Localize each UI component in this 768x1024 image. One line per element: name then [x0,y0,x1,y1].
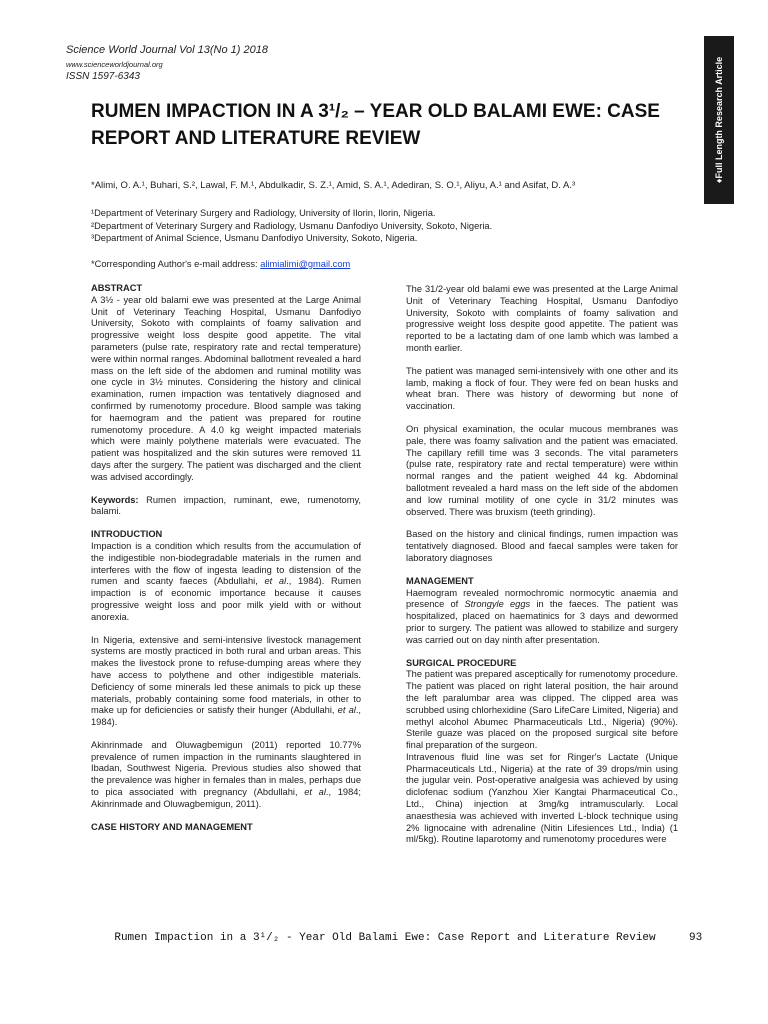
case-paragraph-2: The patient was managed semi-intensively with one other and its lamb, making a flock of four. They were fed on bean husks and wheat bran. There was history of deworming but none of vaccination. [406,365,678,412]
keywords [91,495,361,519]
affiliation-1: ¹Department of Veterinary Surgery and Radiology, University of Ilorin, Ilorin, Nigeria. [91,208,436,218]
case-paragraph-4: Based on the history and clinical findings, rumen impaction was tentatively diagnosed. Blood and faecal samples were taken for laboratory diagnoses [406,529,678,563]
article-type-tab [704,36,734,204]
left-column [91,283,361,833]
corresponding-author [91,259,350,269]
case-paragraph-1: The 31/2-year old balami ewe was presented at the Large Animal Unit of Veterinary Teaching Hospital, Usmanu Danfodiyo University, Sokoto with complaints of foamy salivation and progressive weight loss despite good appetite. The patient was reported to be a lactating dam of one lamb which was lambed a month earlier. [406,284,678,353]
journal-name: Science World Journal Vol 13(No 1) 2018 [66,44,268,56]
keywords-label: Keywords: [91,494,139,505]
paper-title-line-1: RUMEN IMPACTION IN A 3¹/₂ – YEAR OLD BALAMI EWE: CASE [91,101,660,122]
introduction-heading: INTRODUCTION [91,529,163,540]
corresponding-email-link[interactable]: alimialimi@gmail.com [260,259,351,269]
affiliation-2: ²Department of Veterinary Surgery and Radiology, Usmanu Danfodiyo University, Sokoto, Nigeria. [91,220,493,231]
intro-paragraph-2: In Nigeria, extensive and semi-intensive livestock management systems are mostly practiced in both rural and urban areas. This makes the livestock prone to refuse-dumping areas where they have access to polythene and other indigestible materials. Deficiency of some minerals led these animals to pick up these materials, probably containing some food materials, in other to make up for deficiencies or satisfy their hunger (Abdullahi, et al., 1984). [91,634,361,728]
case-paragraph-3: On physical examination, the ocular mucous membranes was pale, there was foamy salivation and the patient was emaciated. The capillary refill time was 3 seconds. The vital parameters (pulse rate, respiratory rate and rectal temperature) were within normal ranges and the patient weighed 44 kg. Abdominal ballotment revealed a hard mass on the left side of the abdomen and low ruminal motility of one cycle in 31/2 minutes was observed. There was bruxism (teeth grinding). [406,423,678,517]
intro-paragraph-3: Akinrinmade and Oluwagbemigun (2011) reported 10.77% prevalence of rumen impaction in the ruminants slaughtered in Ibadan, Southwest Nigeria. Previous studies also showed that the prevalence was higher in females than in males, perhaps due to pica associated with pregnancy (Abdullahi, et al., 1984; Akinrinmade and Oluwagbemigun, 2011). [91,739,362,809]
intro-paragraph-1: Impaction is a condition which results from the accumulation of the indigestible non-biodegradable materials in the rumen and interferes with the flow of ingesta leading to distension of the rumen and scanty faeces (Abdullahi, et al., 1984). Rumen impaction is of economic importance because it causes progressive weight loss and poor milk yield with or without anorexia. [91,540,361,622]
page-number: 93 [689,932,703,944]
affiliations [91,207,492,245]
author-list: *Alimi, O. A.¹, Buhari, S.², Lawal, F. M.¹, Abdulkadir, S. Z.¹, Amid, S. A.¹, Adediran, S. O.¹, Aliyu, A.¹ and Asifat, D. A.³ [91,180,576,191]
abstract-heading: ABSTRACT [91,283,143,293]
keywords-text: Rumen impaction, ruminant, ewe, rumenotomy, balami. [91,494,361,517]
article-type-label: ♦Full Length Research Article [714,56,724,184]
management-paragraph: Haemogram revealed normochromic normocytic anaemia and presence of Strongyle eggs in the faeces. The patient was hospitalized, placed on haematinics for 3 days and dewormed prior to surgery. The patient was allowed to stabilize and surgery was carried out on day ninth after presentation. [406,587,678,645]
surgical-paragraph-2: Intravenous fluid line was set for Ringer's Lactate (Unique Pharmaceuticals Ltd., Nigeria) at the rate of 39 drops/min using the jugular vein. Post-operative analgesia was achieved by using diclofenac sodium (Yanzhou Xier Kangtai Pharmaceutical Co., Ltd., China) injection at 3mg/kg intramuscularly. Local anaesthesia was achieved with inverted L-block technique using 2% lignocaine with adrenaline (Nitin Lifesiences Ltd., India) (1 ml/5kg). Routine laparotomy and rumenotomy procedures were [406,751,678,845]
case-history-heading: CASE HISTORY AND MANAGEMENT [91,821,253,832]
right-column [406,284,678,857]
paper-title [91,98,691,152]
abstract-text: A 3½ - year old balami ewe was presented at the Large Animal Unit of Veterinary Teaching Hospital, Usmanu Danfodiyo University, Sokoto with complaints of foamy salivation and progressive weight loss despite good appetite. The vital parameters (pulse rate, respiratory rate and rectal temperature) were within normal ranges. Abdominal ballotment revealed a hard mass on the left side of the abdomen and ruminal motility was one cycle in 3½ minutes. Considering the history and clinical examination, rumen impaction was tentatively diagnosed and confirmed by rumenotomy procedure. Blood sample was taking for haemogram and the patient was prepared for routine rumenotomy procedure. A 4.0 kg weight impacted materials which were mainly polythene materials were evacuated. The patient was hospitalized and the skin sutures were removed 11 days after the surgery. The patient was discharged and the client was advised accordingly. [91,294,361,482]
issn: ISSN 1597-6343 [66,71,140,82]
paper-title-line-2: REPORT AND LITERATURE REVIEW [91,128,421,149]
management-heading: MANAGEMENT [406,575,474,586]
corresponding-label: *Corresponding Author's e-mail address: [91,259,261,269]
surgical-paragraph-1: The patient was prepared asceptically for rumenotomy procedure. The patient was placed on right lateral position, the hair around the left paralumbar area was clipped. The clipped area was scrubbed using chlorhexidine (Saro LifeCare Limited, Nigeria) and methyl alcohol Abumec Pharmaceuticals Ltd., Nigeria) (90%). Sterile guaze was placed on the proposed surgical site before final preparation of the surgeon. [406,669,678,751]
affiliation-3: ³Department of Animal Science, Usmanu Danfodiyo University, Sokoto, Nigeria. [91,233,418,243]
running-title-footer: Rumen Impaction in a 3¹/₂ - Year Old Balami Ewe: Case Report and Literature Review [114,932,656,944]
journal-url[interactable]: www.scienceworldjournal.org [66,60,163,69]
surgical-procedure-heading: SURGICAL PROCEDURE [406,657,517,668]
